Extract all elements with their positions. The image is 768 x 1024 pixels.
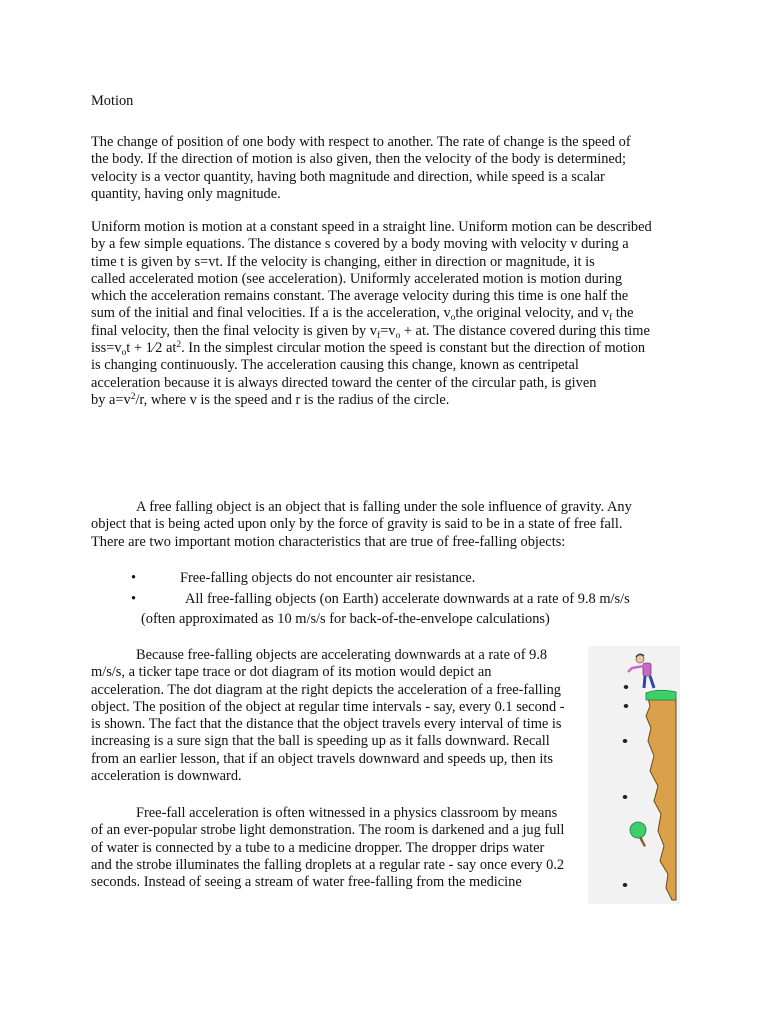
list-item: [91, 591, 671, 631]
cliff-shape: [646, 698, 676, 900]
text-run: . In the simplest circular motion the speed is constant but the direction of motion: [181, 340, 646, 357]
text-line: is shown. The fact that the distance that the object travels every interval of time is: [91, 716, 562, 733]
cliff-dot-diagram-icon: [588, 646, 680, 904]
text-line: of water is connected by a tube to a medicine dropper. The dropper drips water: [91, 839, 545, 856]
text-run: Because free-falling objects are accelerating downwards at a rate of 9.8: [136, 647, 548, 663]
dot-position-2: [624, 704, 629, 708]
text-line: There are two important motion characteristics that are true of free-falling objects:: [91, 533, 566, 550]
bullet-marker: •: [131, 570, 137, 586]
text-line: [91, 340, 691, 357]
person-arm: [628, 666, 644, 672]
text-run: + at. The distance covered during this time: [400, 322, 650, 339]
page-title: Motion: [91, 93, 134, 109]
text-line: [91, 805, 591, 822]
text-line: by a few simple equations. The distance s covered by a body moving with velocity v during a: [91, 236, 629, 253]
text-line: object that is being acted upon only by the force of gravity is said to be in a state of free fall.: [91, 516, 623, 533]
text-line: acceleration because it is always directed toward the center of the circular path, is given: [91, 374, 597, 391]
definition-paragraph: [91, 134, 691, 203]
text-line: acceleration. The dot diagram at the right depicts the acceleration of a free-falling: [91, 681, 562, 698]
text-run: Free-fall acceleration is often witnessed in a physics classroom by means: [136, 805, 558, 821]
bullet-text: Free-falling objects do not encounter air resistance.: [180, 570, 476, 586]
dot-position-4: [623, 795, 628, 799]
text-run: A free falling object is an object that is falling under the sole influence of gravity. Any: [136, 499, 632, 515]
subscript: o: [450, 313, 456, 324]
dot-position-5: [623, 883, 628, 887]
bullet-text: All free-falling objects (on Earth) accelerate downwards at a rate of 9.8 m/s/s: [185, 591, 630, 607]
subscript: f: [377, 330, 381, 341]
uniform-motion-paragraph: [91, 219, 691, 409]
text-line: [91, 392, 691, 409]
grass-top: [646, 690, 676, 700]
text-line: called accelerated motion (see acceleration). Uniformly accelerated motion is motion during: [91, 270, 623, 287]
text-line: which the acceleration remains constant. The average velocity during this time is one half the: [91, 288, 629, 305]
free-fall-paragraph: [91, 499, 666, 551]
text-line: and the strobe illuminates the falling droplets at a regular rate - say once every 0.2: [91, 856, 565, 873]
text-line: [91, 323, 691, 340]
text-line: object. The position of the object at regular time intervals - say, every 0.1 second -: [91, 698, 565, 715]
text-run: by a=v: [91, 391, 131, 408]
superscript: 2: [176, 340, 182, 351]
text-line: of an ever-popular strobe light demonstration. The room is darkened and a jug full: [91, 822, 565, 839]
subscript: f: [609, 313, 613, 324]
subscript: o: [121, 348, 127, 359]
text-line: seconds. Instead of seeing a stream of water free-falling from the medicine: [91, 874, 522, 891]
text-run: sum of the initial and final velocities. If a is the acceleration, v: [91, 305, 451, 322]
dot-diagram-paragraph: [91, 647, 591, 785]
text-line: from an earlier lesson, that if an object travels downward and speeds up, then its: [91, 750, 553, 767]
dot-position-3: [623, 739, 628, 743]
text-line: [91, 647, 591, 664]
dot-position-1: [624, 685, 629, 689]
text-line: time t is given by s=vt. If the velocity is changing, either in direction or magnitude, it is: [91, 253, 595, 270]
text-line: velocity is a vector quantity, having both magnitude and direction, while speed is a scalar: [91, 168, 605, 185]
text-line: is changing continuously. The acceleration causing this change, known as centripetal: [91, 357, 579, 374]
person-shirt: [643, 663, 651, 676]
text-line: m/s/s, a ticker tape trace or dot diagram of its motion would depict an: [91, 664, 492, 681]
text-run: iss=v: [91, 340, 122, 357]
strobe-paragraph: [91, 805, 591, 891]
bullet-marker: •: [131, 591, 137, 607]
text-line: acceleration is downward.: [91, 768, 242, 785]
text-run: =v: [380, 322, 396, 339]
text-line: The change of position of one body with respect to another. The rate of change is the speed of: [91, 134, 631, 150]
bullet-list: [91, 570, 671, 631]
text-run: t + 1⁄2 at: [126, 340, 177, 357]
subscript: o: [395, 330, 401, 341]
text-line: increasing is a sure sign that the ball is speeding up as it falls downward. Recall: [91, 733, 550, 750]
text-line: the body. If the direction of motion is also given, then the velocity of the body is determined;: [91, 151, 626, 168]
text-run: /r, where v is the speed and r is the radius of the circle.: [135, 391, 450, 408]
text-run: the: [612, 305, 634, 322]
text-line: quantity, having only magnitude.: [91, 185, 281, 202]
text-run: the original velocity, and v: [455, 305, 610, 322]
list-item: [91, 570, 671, 591]
person-legs: [644, 676, 654, 688]
text-line: [91, 499, 666, 516]
superscript: 2: [130, 391, 136, 402]
cliff-dot-diagram-figure: [588, 646, 680, 904]
text-line: Uniform motion is motion at a constant speed in a straight line. Uniform motion can be described: [91, 219, 652, 235]
tree-foliage: [630, 822, 646, 838]
text-run: final velocity, then the final velocity is given by v: [91, 322, 378, 339]
bullet-text-continuation: (often approximated as 10 m/s/s for back-of-the-envelope calculations): [141, 611, 550, 627]
text-line: [91, 305, 691, 322]
